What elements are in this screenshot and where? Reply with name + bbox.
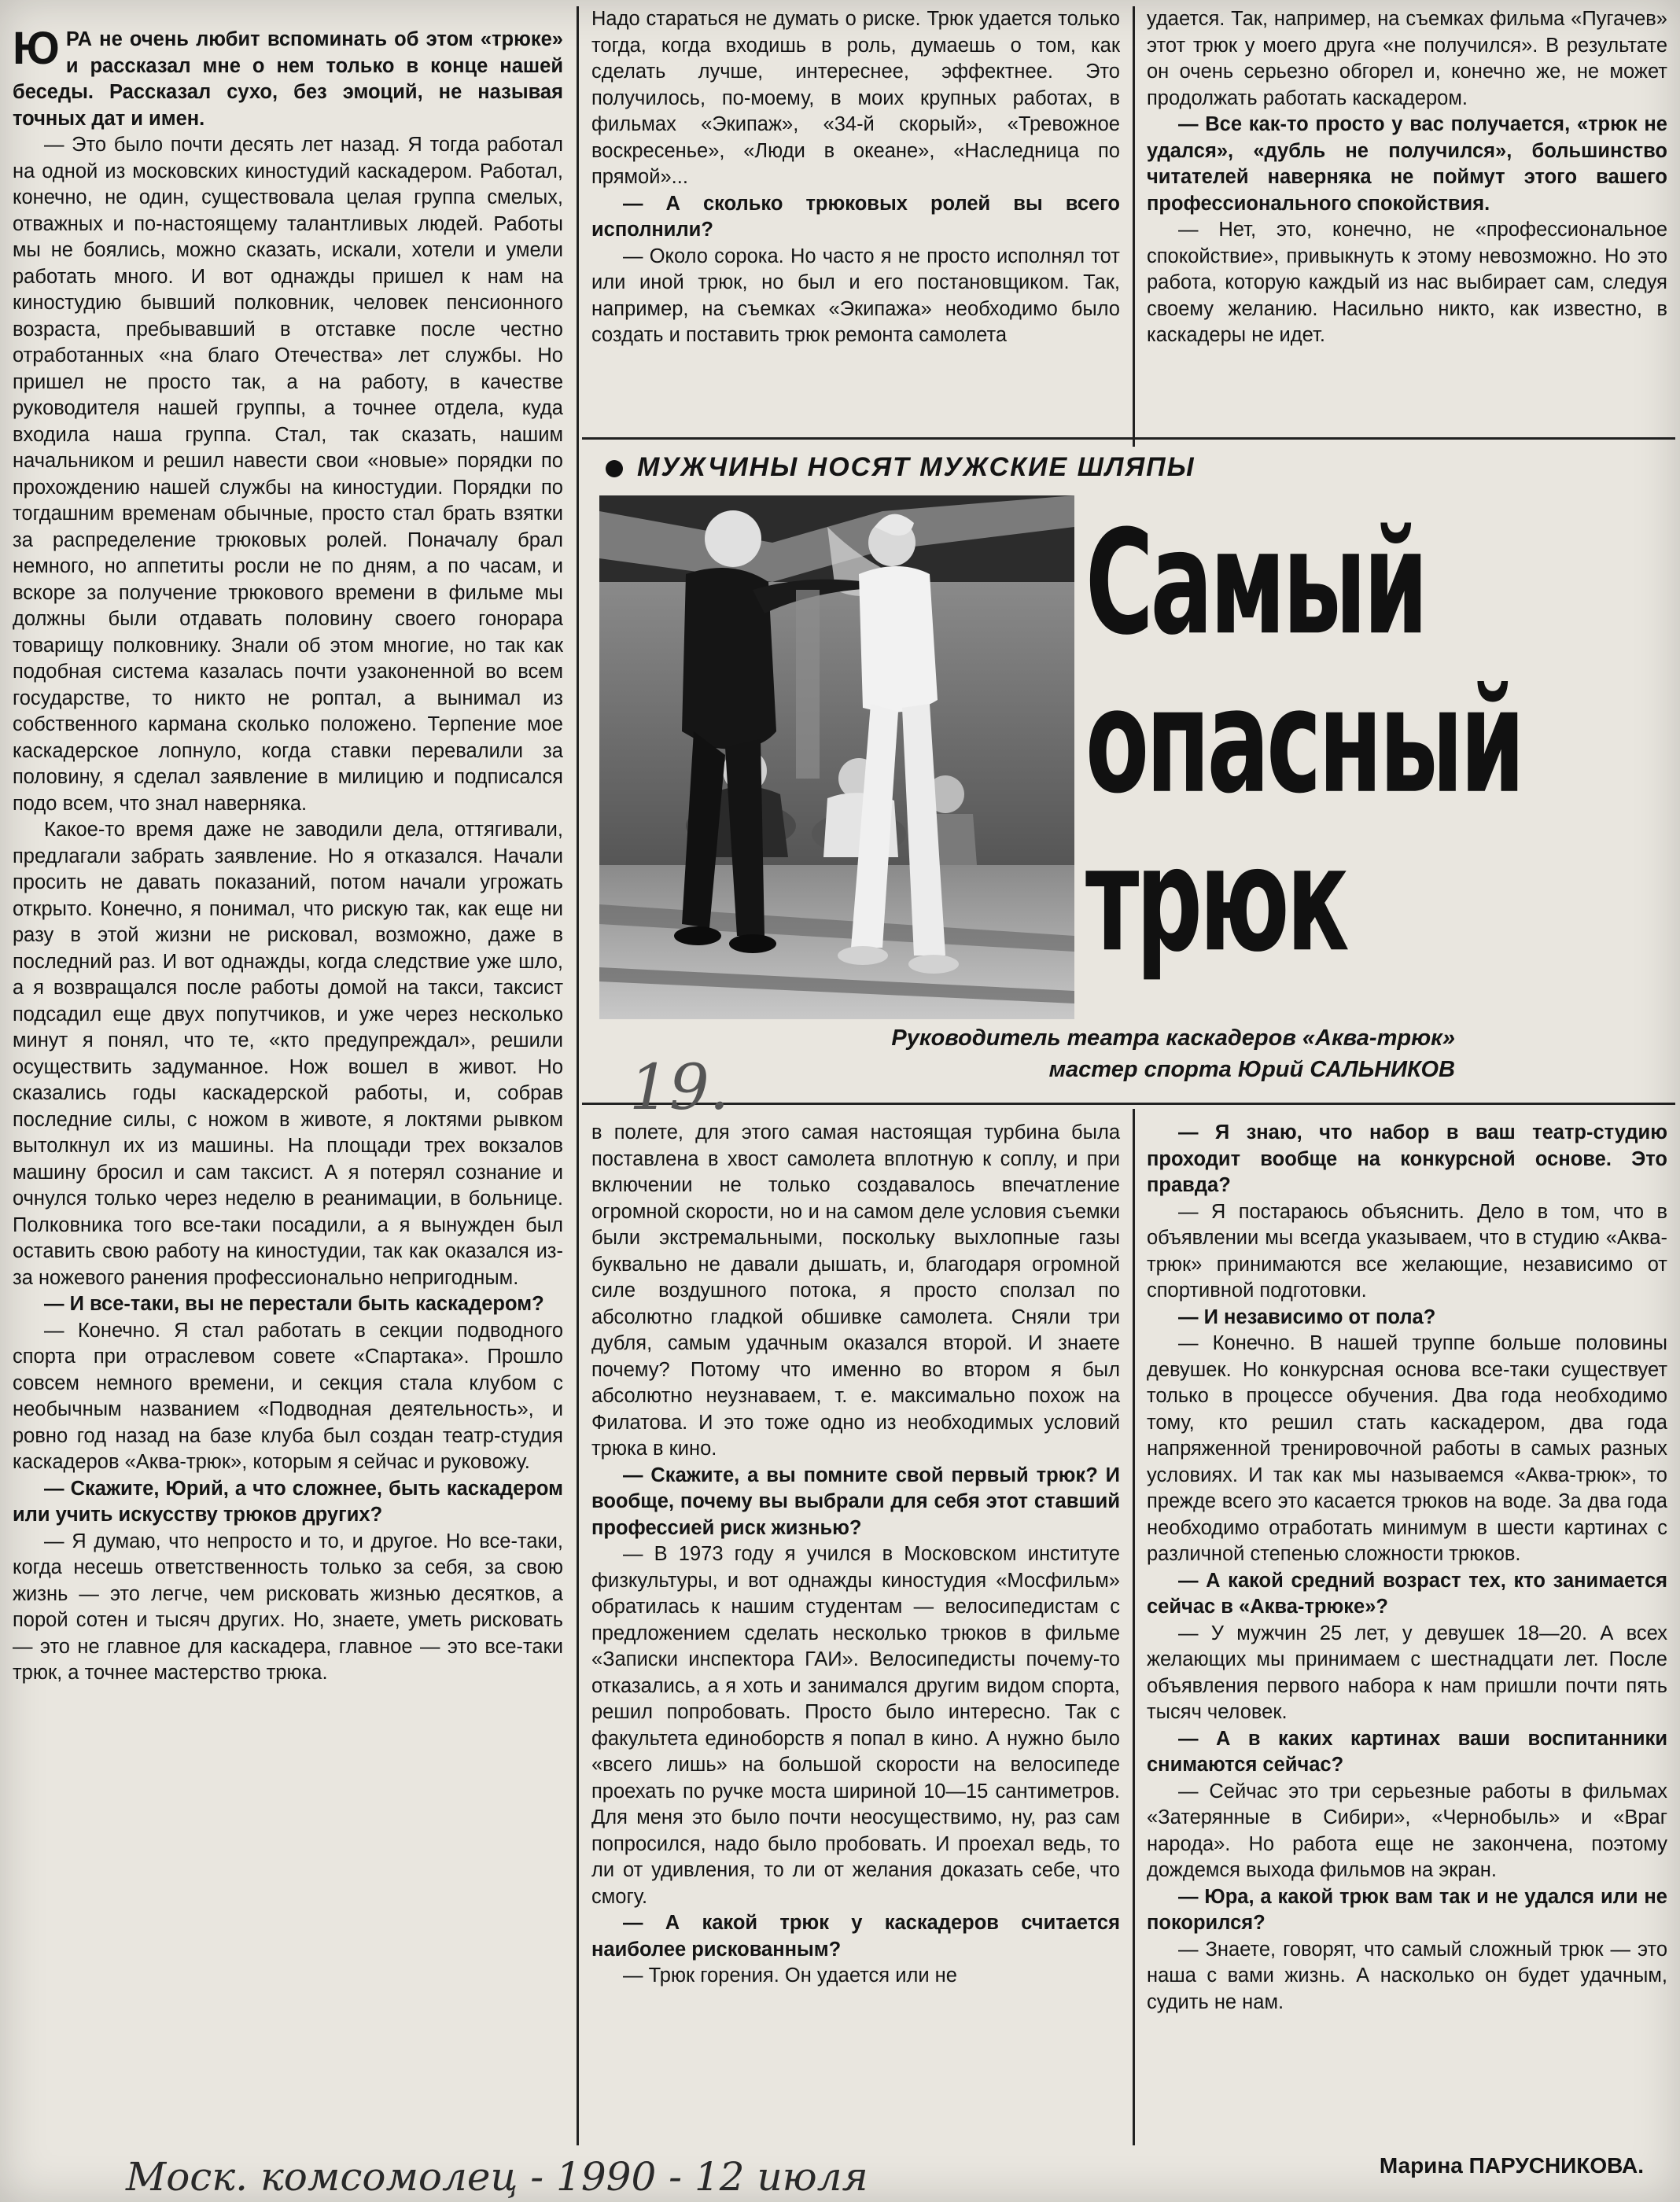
- interview-question: — И все-таки, вы не перестали быть каскадером?: [44, 1293, 544, 1315]
- headline-line: опасный: [1085, 657, 1523, 826]
- article-column-2-top: [591, 6, 1120, 349]
- interview-answer: — Нет, это, конечно, не «профессиональное спокойствие», привыкнуть к этому невозможно. Но это работа, которую каждый из нас выбирает сам, следуя своему желанию. Насильно никто, как известно, в каскадеры не идет.: [1147, 219, 1667, 346]
- interview-answer: — Я постараюсь объяснить. Дело в том, что в объявлении мы всегда указываем, что в студию «Аква-трюк» принимаются все желающие, независимо от спортивной подготовки.: [1147, 1200, 1667, 1302]
- headline-line: Самый: [1085, 498, 1426, 667]
- paragraph: в полете, для этого самая настоящая турбина была поставлена в хвост самолета вплотную к соплу, и при включении не только создавалось впечатление огромной скорости, но и на самом деле условия съемки были экстремальными, поскольку выхлопные газы буквально не давали дышать, и, благодаря огромной силе воздушного потока, я просто сползал по абсолютно гладкой обшивке самолета. Сняли три дубля, самым удачным оказался второй. И знаете почему? Потому что именно во втором я был абсолютно неузнаваем, т. е. максимально похож на Филатова. И это тоже одно из необходимых условий трюка в кино.: [591, 1121, 1120, 1460]
- paragraph: удается. Так, например, на съемках фильма «Пугачев» этот трюк у моего друга «не получился». В результате он очень серьезно обгорел и, конечно же, не может продолжать работать каскадером.: [1147, 8, 1667, 109]
- interview-answer: — Трюк горения. Он удается или не: [623, 1964, 957, 1987]
- interview-question: — Все как-то просто у вас получается, «трюк не удался», «дубль не получился», большинство читателей наверняка не поймут этого вашего профессионального спокойствия.: [1147, 113, 1667, 215]
- article-lead: [13, 23, 563, 132]
- interview-question: — А в каких картинах ваши воспитанники снимаются сейчас?: [1147, 1727, 1667, 1776]
- drop-cap: Ю: [13, 23, 60, 74]
- interview-question: — А сколько трюковых ролей вы всего исполнили?: [591, 192, 1120, 241]
- interview-answer: — Знаете, говорят, что самый сложный трюк — это наша с вами жизнь. А насколько он будет удачным, судить не нам.: [1147, 1938, 1667, 2013]
- section-label-text: МУЖЧИНЫ НОСЯТ МУЖСКИЕ ШЛЯПЫ: [637, 452, 1196, 482]
- paragraph: Какое-то время даже не заводили дела, оттягивали, предлагали забрать заявление. Но я отказался. Начали просить не давать показаний, потом начали угрожать открыто. Конечно, я понимал, что рискую так, как еще ни разу в этой жизни не рисковал, возможно, даже в последний раз. И вот однажды, когда следствие уже шло, а я возвращался после работы домой на такси, таксист подсадил еще двух попутчиков, и уже через несколько минут я понял, что те, «кто предупреждал», решили осуществить задуманное. Нож вошел в живот. Но сказались годы каскадерской работы, и, собрав последние силы, с ножом в животе, я локтями рывком вытолкнул их из машины. На площади трех вокзалов машину бросил и сам таксист. А я потерял сознание и очнулся только через неделю в реанимации, в больнице. Полковника того все-таки посадили, а я вынужден был оставить свою работу на киностудии, так как оказался из-за ножевого ранения профессионально непригодным.: [13, 819, 563, 1289]
- article-column-3-top: [1147, 6, 1667, 349]
- paragraph: — Это было почти десять лет назад. Я тогда работал на одной из московских киностудий каскадером. Работал, конечно, не один, существовала целая группа смелых, отважных и по-настоящему талантливых людей. Работы мы не боялись, можно сказать, искали, хотели и умели работать много. И вот однажды пришел к нам на киностудию бывший полковник, человек пенсионного возраста, пребывавший в отставке после честно отработанных «на благо Отечества» лет службы. Но пришел не просто так, а на работу, в качестве руководителя нашей группы, а точнее отдела, куда входила наша группа. Стал, так сказать, нашим начальником и решил навести свои «новые» порядки по прохождению нашей службы на киностудии. Порядки по тогдашним временам обычные, просто стал брать взятки за распределение трюковых ролей. Поначалу брал немного, но аппетиты росли не по дням, а по часам, и вскоре за получение трюкового времени в фильме мы должны были отдавать половину своего гонорара товарищу полковнику. Знали об этом многие, но так как подобная система казалась почти узаконенной во всем государстве, то никто не роптал, а вынимал из собственного кармана сколько положено. Терпение мое каскадерское лопнуло, когда ставки перевалили за половину, я сделал заявление в милицию и подписался подо всем, что знал наверняка.: [13, 134, 563, 815]
- column-rule-left: [577, 6, 579, 2145]
- handwritten-page-number: 19.: [629, 1051, 730, 1124]
- interview-question: — И независимо от пола?: [1178, 1305, 1436, 1328]
- interview-answer: — Сейчас это три серьезные работы в фильмах «Затерянные в Сибири», «Чернобыль» и «Враг народа». Но работа еще не закончена, поэтому дождемся выхода фильмов на экран.: [1147, 1780, 1667, 1881]
- interview-answer: — Конечно. В нашей труппе больше половины девушек. Но конкурсная основа все-таки существует только в процессе обучения. Два года необходимо тому, кто решил стать каскадером, два года напряженной тренировочной работы в самых разных условиях. И так как мы называемся «Аква-трюк», то прежде всего это касается трюков на воде. За два года необходимо отработать минимум в шести картинах с различной степенью сложности трюков.: [1147, 1332, 1667, 1565]
- interview-answer: — Около сорока. Но часто я не просто исполнял тот или иной трюк, но был и его постановщиком. Так, например, на съемках «Экипажа» необходимо было создать и поставить трюк ремонта самолета: [591, 245, 1120, 346]
- headline-line: трюк: [1085, 815, 1347, 984]
- caption-line: Руководитель театра каскадеров «Аква-трюк»: [891, 1026, 1455, 1051]
- interview-answer: — Я думаю, что непросто и то, и другое. Но все-таки, когда несешь ответственность только за себя, за свою жизнь — это легче, чем рисковать жизнью десятков, а порой сотен и тысяч других. Но, знаете, уметь рисковать — это не главное для каскадера, главное — это все-таки трюк, а точнее мастерство трюка.: [13, 1530, 563, 1684]
- handwritten-source-note: Моск. комсомолец - 1990 - 12 июля: [126, 2154, 868, 2200]
- lead-text: РА не очень любит вспоминать об этом «трюке» и рассказал мне о нем только в конце нашей беседы. Рассказал сухо, без эмоций, не называя точных дат и имен.: [13, 28, 563, 130]
- interview-question: — Скажите, Юрий, а что сложнее, быть каскадером или учить искусству трюков других?: [13, 1477, 563, 1526]
- interview-answer: — У мужчин 25 лет, у девушек 18—20. А всех желающих мы принимаем с шестнадцати лет. После объявления первого набора к нам пришли почти пять тысяч человек.: [1147, 1622, 1667, 1723]
- photo-caption: [771, 1022, 1455, 1085]
- author-signature: Марина ПАРУСНИКОВА.: [1379, 2153, 1644, 2178]
- article-photo: [599, 495, 1074, 1019]
- article-column-2-bottom: [591, 1120, 1120, 1990]
- column-rule-right-top: [1133, 6, 1135, 447]
- section-label: [606, 450, 1313, 484]
- photo-illustration: [599, 495, 1074, 1019]
- interview-question: — Я знаю, что набор в ваш театр-студию проходит вообще на конкурсной основе. Это правда?: [1147, 1121, 1667, 1196]
- horizontal-rule-top: [582, 437, 1675, 440]
- bullet-dot-icon: [606, 460, 623, 477]
- paragraph: Надо стараться не думать о риске. Трюк удается только тогда, когда входишь в роль, думаешь о том, как сделать лучше, интереснее, эффектнее. Это получилось, по-моему, в моих крупных работах, в фильмах «Экипаж», «34-й скорый», «Тревожное воскресенье», «Люди в океане», «Наследница по прямой»...: [591, 8, 1120, 188]
- interview-answer: — Конечно. Я стал работать в секции подводного спорта при отраслевом совете «Спартака». Прошло совсем немного времени, и секция стала клубом с необычным названием «Подводная деятельность», и ровно год назад на базе клуба был создан театр-студия каскадеров «Аква-трюк», которым я сейчас и руковожу.: [13, 1319, 563, 1473]
- interview-answer: — В 1973 году я учился в Московском институте физкультуры, и вот однажды киностудия «Мосфильм» обратилась к нашим студентам — велосипедистам с предложением сделать несколько трюков в фильме «Записки инспектора ГАИ». Велосипедисты почему-то отказались, а я хоть и занимался другим видом спорта, решил попробовать. Просто было интересно. Так с факультета единоборств я попал в кино. А нужно было «всего лишь» на большой скорости на велосипеде проехать по ручке моста шириной 10—15 сантиметров. Для меня это было почти неосуществимо, ну, раз сам попросился, надо было пробовать. И проехал ведь, то ли от удивления, то ли от желания доказать себе, что смогу.: [591, 1543, 1120, 1908]
- article-column-1: [13, 23, 563, 1687]
- article-column-3-bottom: [1147, 1120, 1667, 2016]
- interview-question: — А какой средний возраст тех, кто занимается сейчас в «Аква-трюке»?: [1147, 1569, 1667, 1618]
- interview-question: — А какой трюк у каскадеров считается наиболее рискованным?: [591, 1912, 1120, 1961]
- caption-line: мастер спорта Юрий САЛЬНИКОВ: [1048, 1057, 1455, 1082]
- interview-question: — Скажите, а вы помните свой первый трюк? И вообще, почему вы выбрали для себя этот ставший профессией риск жизнью?: [591, 1464, 1120, 1539]
- interview-question: — Юра, а какой трюк вам так и не удался или не покорился?: [1147, 1885, 1667, 1934]
